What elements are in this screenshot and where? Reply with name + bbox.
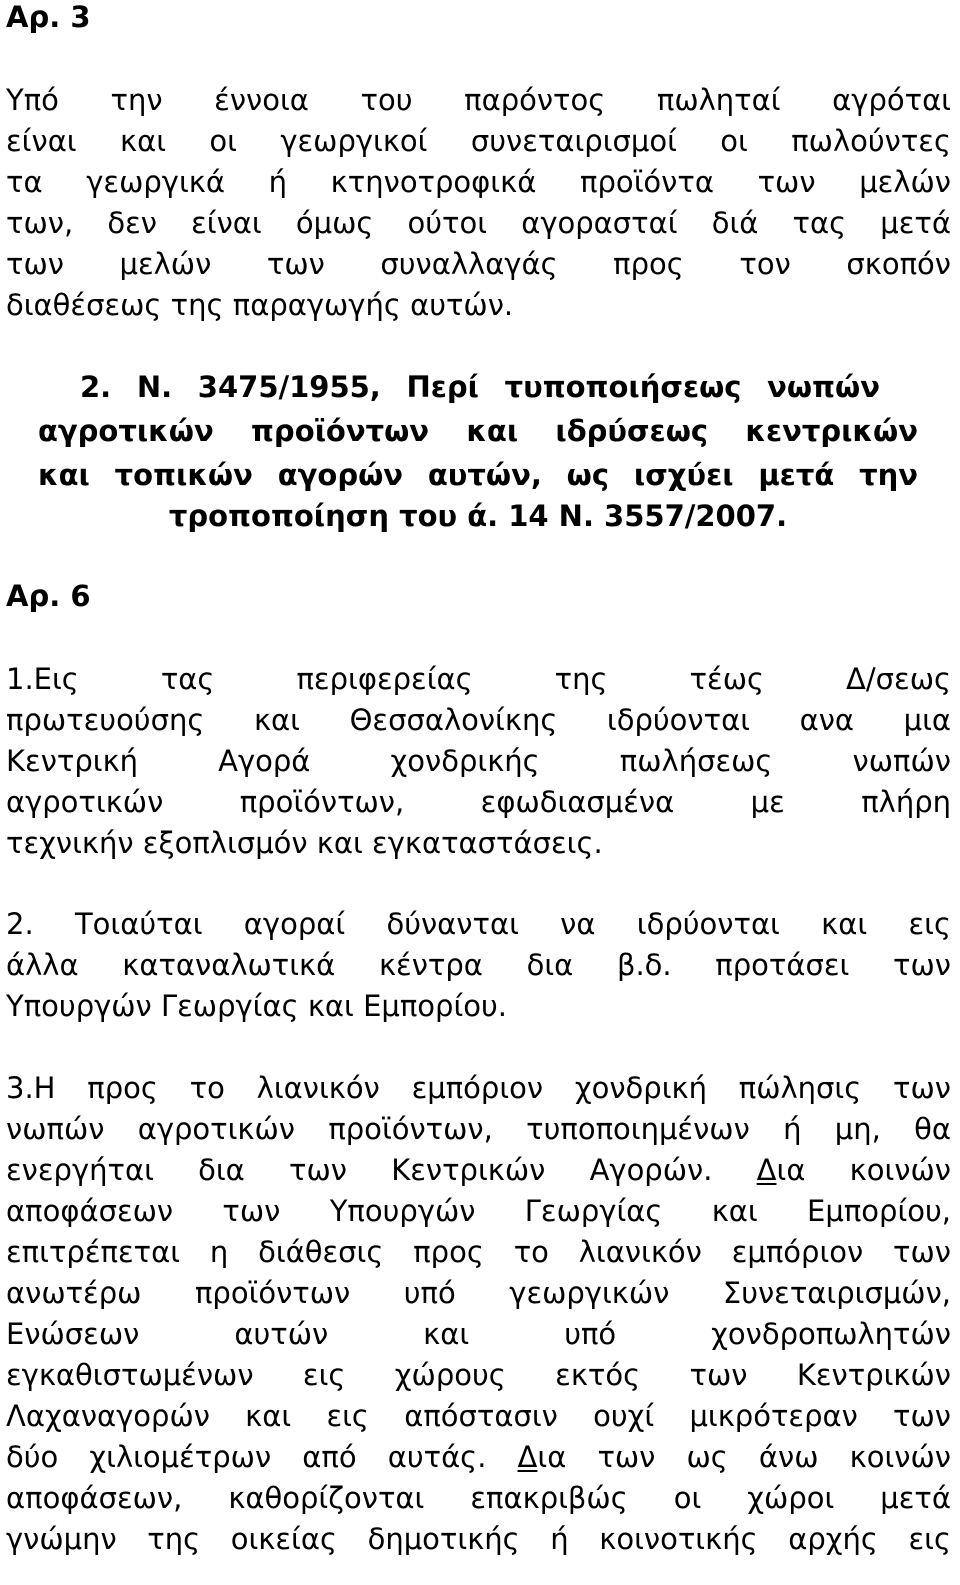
article-3-line: των, δεν είναι όμως ούτοι αγορασταί διά τας μετά bbox=[6, 206, 951, 240]
para-2-line: Υπουργών Γεωργίας και Εμπορίου. bbox=[6, 989, 508, 1023]
para-3-line: αποφάσεων, καθορίζονται επακριβώς οι χώροι μετά bbox=[6, 1481, 951, 1515]
article-3-line: Υπό την έννοια του παρόντος πωληταί αγρόται bbox=[6, 83, 951, 117]
para-3-line: Ενώσεων αυτών και υπό χονδροπωλητών bbox=[6, 1317, 951, 1351]
para-3-line: γνώμην της οικείας δημοτικής ή κοινοτικής αρχής εις bbox=[6, 1522, 951, 1556]
para-3-line-with-tail bbox=[6, 1436, 951, 1478]
para-1-line: τεχνικήν εξοπλισμόν και εγκαταστάσεις. bbox=[6, 826, 603, 860]
para-2-line: 2. Τοιαύται αγοραί δύνανται να ιδρύονται και εις bbox=[6, 907, 951, 941]
law-title-line: αγροτικών προϊόντων και ιδρύσεως κεντρικών bbox=[38, 414, 918, 448]
para-3-line: αποφάσεων των Υπουργών Γεωργίας και Εμπορίου, bbox=[6, 1194, 951, 1228]
underlined-initial: Δ bbox=[517, 1440, 538, 1474]
article-3-line: των μελών των συναλλαγάς προς τον σκοπόν bbox=[6, 247, 951, 281]
article-3-line: τα γεωργικά ή κτηνοτροφικά προϊόντα των μελών bbox=[6, 165, 951, 199]
para-3-line: Λαχαναγορών και εις απόστασιν ουχί μικρότεραν των bbox=[6, 1399, 951, 1433]
article-3-line: διαθέσεως της παραγωγής αυτών. bbox=[6, 288, 514, 322]
para-3-line-with-tail bbox=[6, 1149, 951, 1191]
article-3-heading: Αρ. 3 bbox=[6, 0, 91, 34]
para-1-line: 1.Εις τας περιφερείας της τέως Δ/σεως bbox=[6, 662, 951, 696]
para-3-line: 3.Η προς το λιανικόν εμπόριον χονδρική πώλησις των bbox=[6, 1071, 951, 1105]
para-3-line-text: δύο χιλιομέτρων από αυτάς. bbox=[6, 1440, 487, 1474]
para-1-line: πρωτευούσης και Θεσσαλονίκης ιδρύονται ανα μια bbox=[6, 703, 951, 737]
tail-rest: ια των ως άνω κοινών bbox=[537, 1440, 951, 1474]
para-1-line: Κεντρική Αγορά χονδρικής πωλήσεως νωπών bbox=[6, 744, 951, 778]
para-3-line-tail bbox=[757, 1153, 951, 1187]
law-title-line: τροποποίηση του ά. 14 Ν. 3557/2007. bbox=[168, 499, 788, 533]
article-3-line: είναι και οι γεωργικοί συνεταιρισμοί οι πωλούντες bbox=[6, 124, 951, 158]
tail-rest: ια κοινών bbox=[776, 1153, 951, 1187]
para-2-line: άλλα καταναλωτικά κέντρα δια β.δ. προτάσει των bbox=[6, 948, 951, 982]
law-title-line: και τοπικών αγορών αυτών, ως ισχύει μετά την bbox=[38, 458, 918, 492]
para-3-line-text: ενεργήται δια των Κεντρικών Αγορών. bbox=[6, 1153, 713, 1187]
underlined-initial: Δ bbox=[756, 1153, 777, 1187]
para-1-line: αγροτικών προϊόντων, εφωδιασμένα με πλήρη bbox=[6, 785, 951, 819]
para-3-line: επιτρέπεται η διάθεσις προς το λιανικόν εμπόριον των bbox=[6, 1235, 951, 1269]
para-3-line: ανωτέρω προϊόντων υπό γεωργικών Συνεταιρισμών, bbox=[6, 1276, 951, 1310]
para-3-line: νωπών αγροτικών προϊόντων, τυποποιημένων ή μη, θα bbox=[6, 1112, 951, 1146]
para-3-line: εγκαθιστωμένων εις χώρους εκτός των Κεντρικών bbox=[6, 1358, 951, 1392]
article-6-heading: Αρ. 6 bbox=[6, 579, 91, 613]
law-title-line: 2. Ν. 3475/1955, Περί τυποποιήσεως νωπών bbox=[80, 370, 880, 404]
para-3-line-tail bbox=[518, 1440, 951, 1474]
